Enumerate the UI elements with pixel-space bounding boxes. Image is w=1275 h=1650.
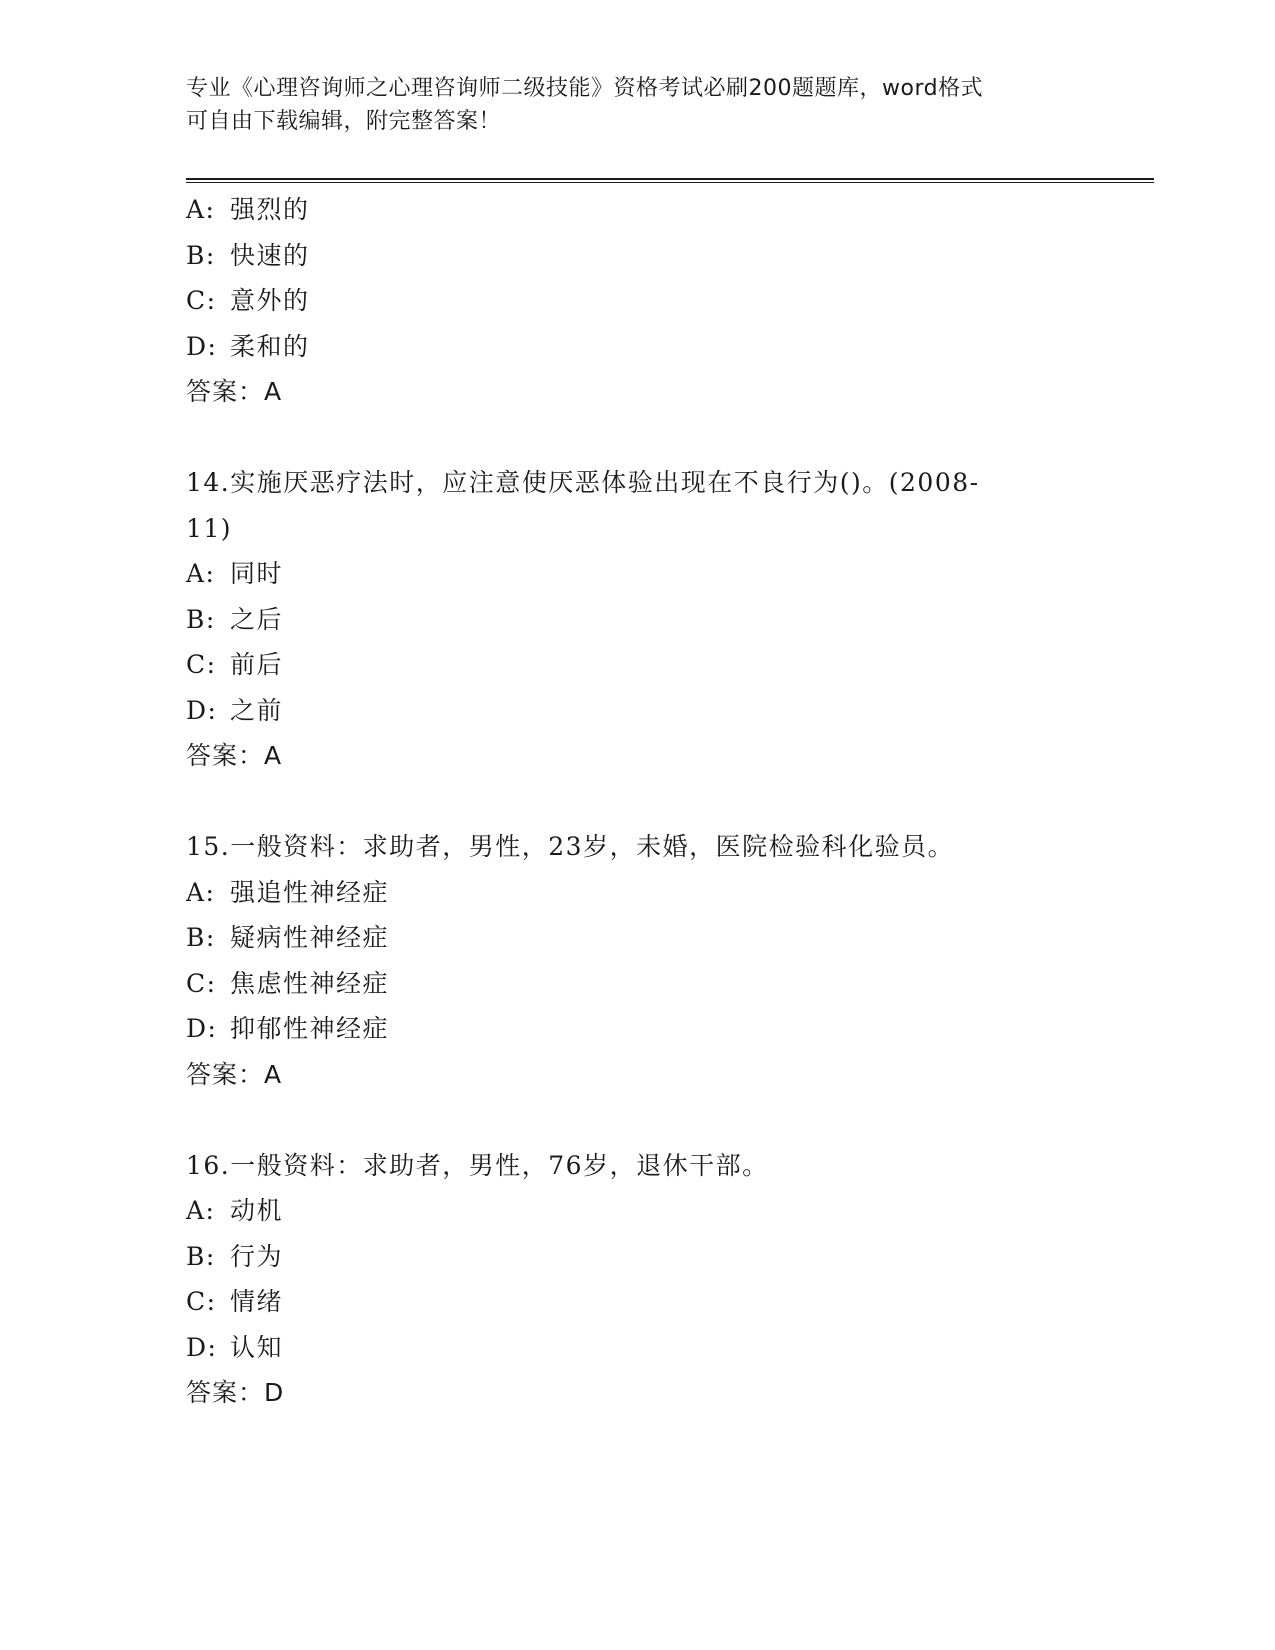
spacer bbox=[186, 415, 1086, 461]
header-line-1: 专业《心理咨询师之心理咨询师二级技能》资格考试必刷200题题库，word格式 bbox=[186, 76, 984, 101]
option-text: 抑郁性神经症 bbox=[230, 1014, 390, 1043]
option-letter: D: bbox=[186, 695, 218, 725]
option-c bbox=[186, 961, 1086, 1007]
option-letter: C: bbox=[186, 650, 217, 679]
option-text: 强烈的 bbox=[230, 195, 310, 224]
option-d bbox=[186, 1006, 1086, 1052]
option-d bbox=[186, 1325, 1086, 1371]
option-letter: D: bbox=[186, 1332, 218, 1362]
option-letter: B: bbox=[186, 1241, 216, 1271]
option-d bbox=[186, 324, 1086, 370]
option-letter: A: bbox=[186, 1196, 216, 1225]
option-text: 焦虑性神经症 bbox=[230, 968, 390, 998]
option-b bbox=[186, 1234, 1086, 1280]
option-a bbox=[186, 187, 1086, 233]
option-a bbox=[186, 551, 1086, 597]
option-letter: D: bbox=[186, 331, 218, 361]
option-a bbox=[186, 870, 1086, 916]
option-c bbox=[186, 642, 1086, 688]
header-line-2: 可自由下载编辑，附完整答案！ bbox=[186, 109, 502, 134]
option-text: 认知 bbox=[230, 1332, 284, 1362]
answer-line: 答案：A bbox=[186, 377, 283, 406]
page-header bbox=[186, 72, 1086, 138]
option-text: 意外的 bbox=[230, 286, 310, 315]
option-letter: C: bbox=[186, 1287, 217, 1316]
question-16 bbox=[186, 1143, 1086, 1416]
option-c bbox=[186, 278, 1086, 324]
option-c bbox=[186, 1279, 1086, 1325]
question-14 bbox=[186, 460, 1086, 779]
question-stem: 16.一般资料：求助者，男性，76岁，退休干部。 bbox=[186, 1150, 769, 1180]
option-letter: D: bbox=[186, 1014, 218, 1043]
option-text: 强追性神经症 bbox=[230, 877, 390, 907]
option-b bbox=[186, 915, 1086, 961]
option-text: 情绪 bbox=[230, 1287, 284, 1316]
option-a bbox=[186, 1188, 1086, 1234]
option-letter: B: bbox=[186, 923, 216, 952]
option-text: 前后 bbox=[230, 650, 284, 679]
question-15 bbox=[186, 824, 1086, 1097]
option-text: 疑病性神经症 bbox=[230, 923, 390, 952]
option-text: 快速的 bbox=[230, 240, 310, 270]
question-stem: 14.实施厌恶疗法时，应注意使厌恶体验出现在不良行为()。(2008- bbox=[186, 468, 980, 497]
answer-line: 答案：A bbox=[186, 741, 283, 770]
question-13 bbox=[186, 187, 1086, 415]
option-letter: B: bbox=[186, 604, 216, 634]
option-b bbox=[186, 233, 1086, 279]
option-letter: B: bbox=[186, 240, 216, 270]
option-letter: A: bbox=[186, 559, 216, 588]
option-letter: C: bbox=[186, 286, 217, 315]
option-letter: A: bbox=[186, 877, 216, 907]
spacer bbox=[186, 1097, 1086, 1143]
option-letter: C: bbox=[186, 968, 217, 998]
answer-line: 答案：A bbox=[186, 1059, 283, 1089]
option-text: 之前 bbox=[230, 695, 284, 725]
option-letter: A: bbox=[186, 195, 216, 224]
header-divider bbox=[186, 178, 1154, 183]
option-text: 柔和的 bbox=[230, 331, 310, 361]
option-text: 动机 bbox=[230, 1196, 284, 1225]
option-b bbox=[186, 597, 1086, 643]
option-text: 行为 bbox=[230, 1241, 284, 1271]
option-text: 同时 bbox=[230, 559, 284, 588]
question-stem: 15.一般资料：求助者，男性，23岁，未婚，医院检验科化验员。 bbox=[186, 832, 955, 861]
option-text: 之后 bbox=[230, 604, 284, 634]
question-stem-continued: 11) bbox=[186, 513, 233, 543]
question-list bbox=[186, 187, 1086, 1416]
answer-line: 答案：D bbox=[186, 1378, 285, 1407]
spacer bbox=[186, 779, 1086, 825]
option-d bbox=[186, 688, 1086, 734]
